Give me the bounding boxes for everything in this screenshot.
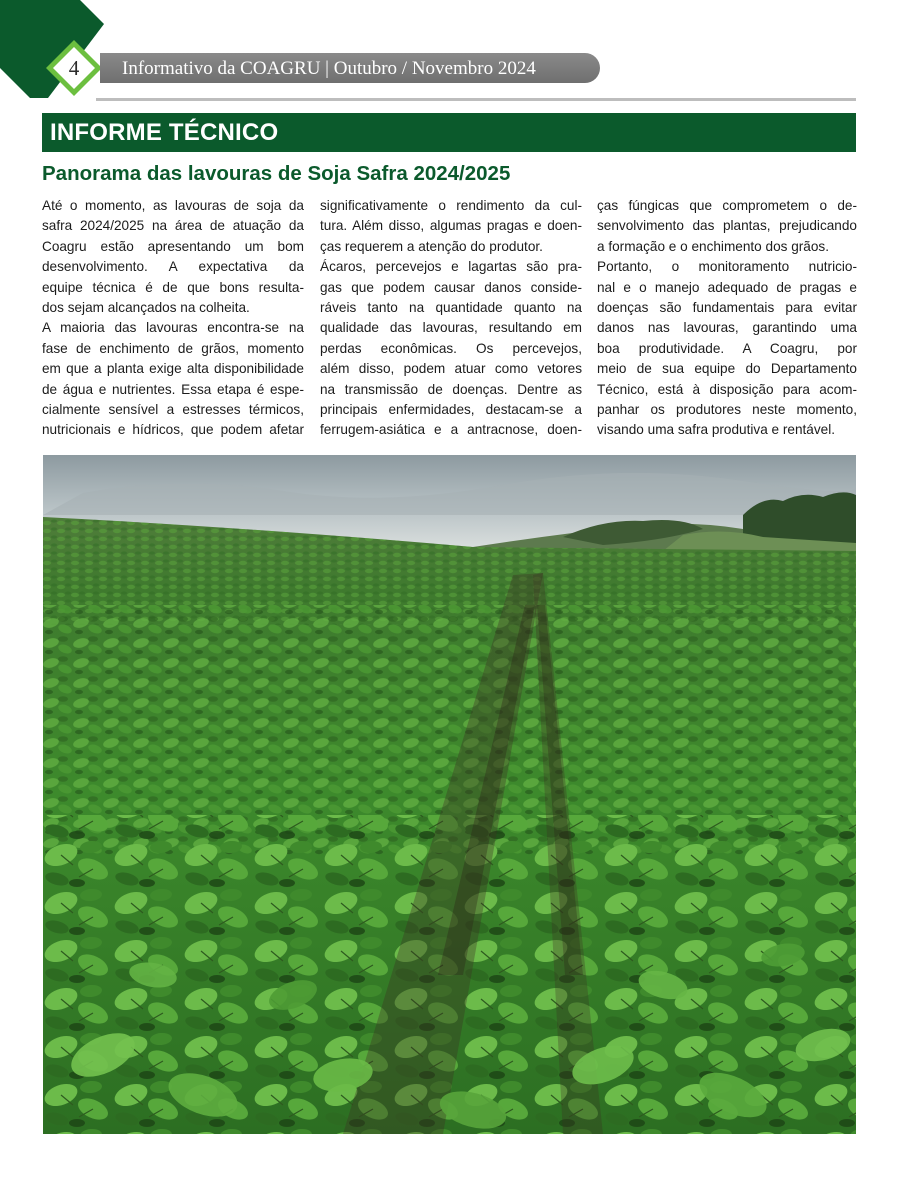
text-line: significativamente o rendimento da cul- [320,198,582,213]
publication-title: Informativo da COAGRU | Outubro / Novembro 2024 [122,58,536,79]
text-line: gas que podem causar danos conside- [320,279,582,295]
text-line: ráveis tanto na quantidade quanto na [320,299,582,315]
header-divider [96,98,856,101]
text-line: desenvolvimento. A expectativa da [42,259,304,275]
text-line: perdas econômicas. Os percevejos, [320,340,582,356]
text-line: Ácaros, percevejos e lagartas são pra- [320,259,582,275]
text-line: tura. Além disso, algumas pragas e doen- [320,218,582,234]
text-line: meio de sua equipe do Departamento [597,361,857,377]
text-line: ferrugem-asiática e a antracnose, doen- [320,422,582,438]
text-line: ças requerem a atenção do produtor. [320,238,543,254]
text-line: além disso, podem atuar como vetores [320,361,582,377]
article-title: Panorama das lavouras de Soja Safra 2024/2025 [42,162,511,185]
text-line: a formação e o enchimento dos grãos. [597,238,829,254]
text-line: em que a planta exige alta disponibilidade [42,361,304,377]
article-column-3 [597,196,857,446]
text-line: senvolvimento das plantas, prejudicando [597,218,857,234]
text-line: panhar os produtores neste momento, [597,401,857,417]
text-line: Técnico, está à disposição para acom- [597,381,857,397]
text-line: equipe técnica é de que bons resulta- [42,279,304,295]
soybean-field-photo [43,455,856,1134]
text-line: ças fúngicas que comprometem o de- [597,198,857,213]
text-line: Portanto, o monitoramento nutricio- [597,259,857,275]
text-line: cialmente sensível a estresses térmicos, [42,401,304,417]
section-title: INFORME TÉCNICO [50,119,279,146]
text-line: visando uma safra produtiva e rentável. [597,422,836,438]
text-line: principais enfermidades, destacam-se a [320,401,582,417]
text-line: na transmissão de doenças. Dentre as [320,381,582,397]
text-line: fase de enchimento de grãos, momento [42,340,304,356]
text-line: qualidade das lavouras, resultando em [320,320,582,336]
text-line: de água e nutrientes. Essa etapa é espe- [42,381,304,397]
text-line: Até o momento, as lavouras de soja da [42,198,304,213]
article-column-1 [42,196,304,446]
text-line: danos nas lavouras, garantindo uma [597,320,857,336]
text-line: dos sejam alcançados na colheita. [42,299,250,315]
text-line: Coagru estão apresentando um bom [42,238,304,254]
text-line: doenças são fundamentais para evitar [597,299,857,315]
text-line: nal e o manejo adequado de pragas e [597,279,857,295]
text-line: A maioria das lavouras encontra-se na [42,320,304,336]
text-line: safra 2024/2025 na área de atuação da [42,218,304,234]
article-column-2 [320,196,582,446]
page-number: 4 [68,55,80,80]
text-line: boa produtividade. A Coagru, por [597,340,857,356]
text-line: nutricionais e hídricos, que podem afetar [42,422,304,438]
